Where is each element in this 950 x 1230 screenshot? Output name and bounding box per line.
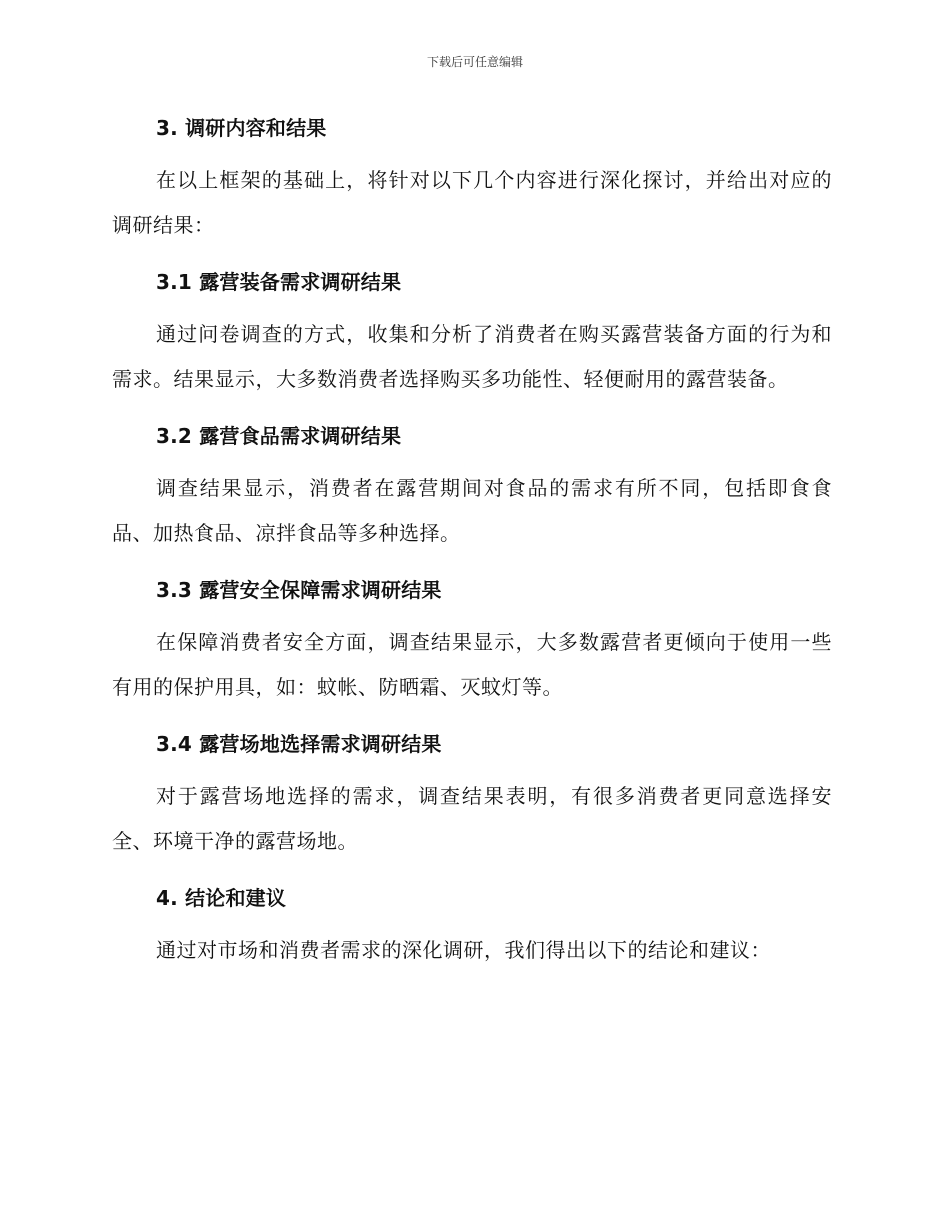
section-3-1-heading: 3.1 露营装备需求调研结果 bbox=[156, 270, 402, 294]
section-4-heading: 4. 结论和建议 bbox=[156, 886, 287, 910]
spacer bbox=[112, 760, 832, 774]
section-3-2-body: 调查结果显示，消费者在露营期间对食品的需求有所不同，包括即食食品、加热食品、凉拌食品等多种选择。 bbox=[112, 476, 832, 545]
section-3-3-body: 在保障消费者安全方面，调查结果显示，大多数露营者更倾向于使用一些有用的保护用具，如：蚊帐、防晒霜、灭蚊灯等。 bbox=[112, 630, 832, 699]
section-3-3-heading: 3.3 露营安全保障需求调研结果 bbox=[156, 578, 442, 602]
header-note: 下载后可任意编辑 bbox=[426, 55, 523, 69]
document-content bbox=[112, 112, 832, 973]
section-3-4-heading: 3.4 露营场地选择需求调研结果 bbox=[156, 732, 442, 756]
spacer bbox=[112, 556, 832, 574]
section-3-1-body: 通过问卷调查的方式，收集和分析了消费者在购买露营装备方面的行为和需求。结果显示，大多数消费者选择购买多功能性、轻便耐用的露营装备。 bbox=[112, 322, 832, 391]
spacer bbox=[112, 298, 832, 312]
spacer bbox=[112, 452, 832, 466]
spacer bbox=[112, 402, 832, 420]
spacer bbox=[112, 144, 832, 158]
section-3-4-body: 对于露营场地选择的需求，调查结果表明，有很多消费者更同意选择安全、环境干净的露营场地。 bbox=[112, 784, 832, 853]
spacer bbox=[112, 710, 832, 728]
section-3-intro: 在以上框架的基础上，将针对以下几个内容进行深化探讨，并给出对应的调研结果： bbox=[112, 168, 832, 237]
spacer bbox=[112, 606, 832, 620]
spacer bbox=[112, 248, 832, 266]
spacer bbox=[112, 914, 832, 928]
section-4-intro: 通过对市场和消费者需求的深化调研，我们得出以下的结论和建议： bbox=[156, 938, 771, 962]
spacer bbox=[112, 864, 832, 882]
section-3-2-heading: 3.2 露营食品需求调研结果 bbox=[156, 424, 402, 448]
section-3-heading: 3. 调研内容和结果 bbox=[156, 116, 327, 140]
